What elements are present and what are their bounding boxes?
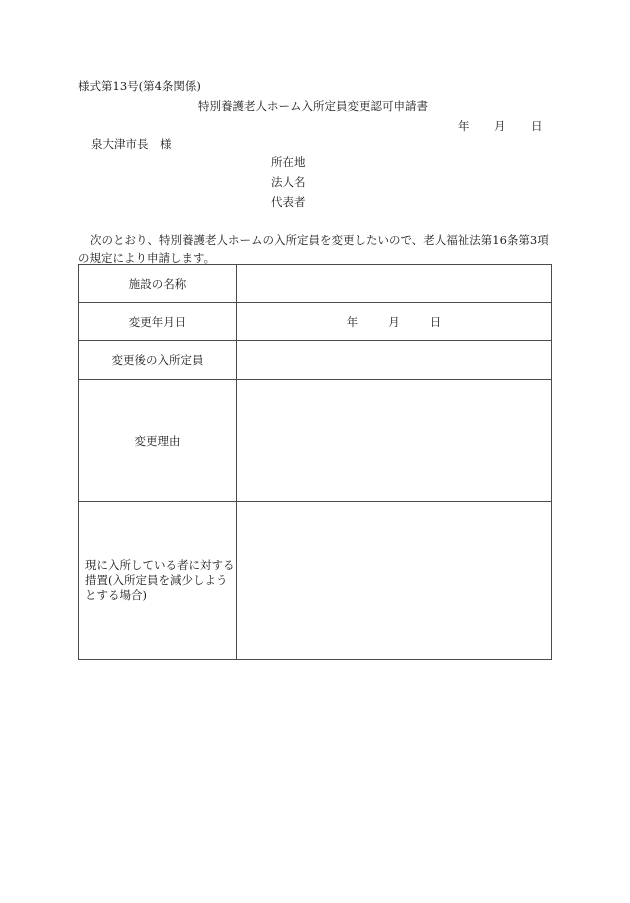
facility-name-label: 施設の名称 <box>79 265 237 303</box>
addressee: 泉大津市長 様 <box>91 137 172 151</box>
new-capacity-label: 変更後の入所定員 <box>79 341 237 380</box>
table-row <box>79 502 552 660</box>
address-label: 所在地 <box>271 155 306 169</box>
facility-name-field[interactable] <box>237 265 552 303</box>
change-date-month: 月 <box>388 314 400 329</box>
change-reason-field[interactable] <box>237 380 552 502</box>
current-resident-measures-label: 現に入所している者に対する措置(入所定員を減少しようとする場合) <box>79 502 237 660</box>
change-reason-label: 変更理由 <box>79 380 237 502</box>
table-row <box>79 341 552 380</box>
corporation-name-label: 法人名 <box>271 175 306 189</box>
application-statement: 次のとおり、特別養護老人ホームの入所定員を変更したいので、老人福祉法第16条第3項の規定により申請します。 <box>78 233 549 265</box>
representative-label: 代表者 <box>271 195 306 209</box>
applicant-block <box>271 157 306 217</box>
new-capacity-field[interactable] <box>237 341 552 380</box>
application-form-table <box>78 264 552 660</box>
date-day: 日 <box>531 119 543 133</box>
table-row <box>79 380 552 502</box>
change-date-day: 日 <box>429 314 442 329</box>
document-title: 特別養護老人ホーム入所定員変更認可申請書 <box>198 99 428 113</box>
date-year: 年 <box>458 119 470 133</box>
change-date-year: 年 <box>346 314 359 329</box>
table-row <box>79 303 552 341</box>
change-date-field[interactable] <box>237 303 552 341</box>
submission-date <box>458 121 543 133</box>
current-resident-measures-field[interactable] <box>237 502 552 660</box>
table-row <box>79 265 552 303</box>
form-number: 様式第13号(第4条関係) <box>78 79 201 93</box>
change-date-label: 変更年月日 <box>79 303 237 341</box>
date-month: 月 <box>494 119 506 133</box>
